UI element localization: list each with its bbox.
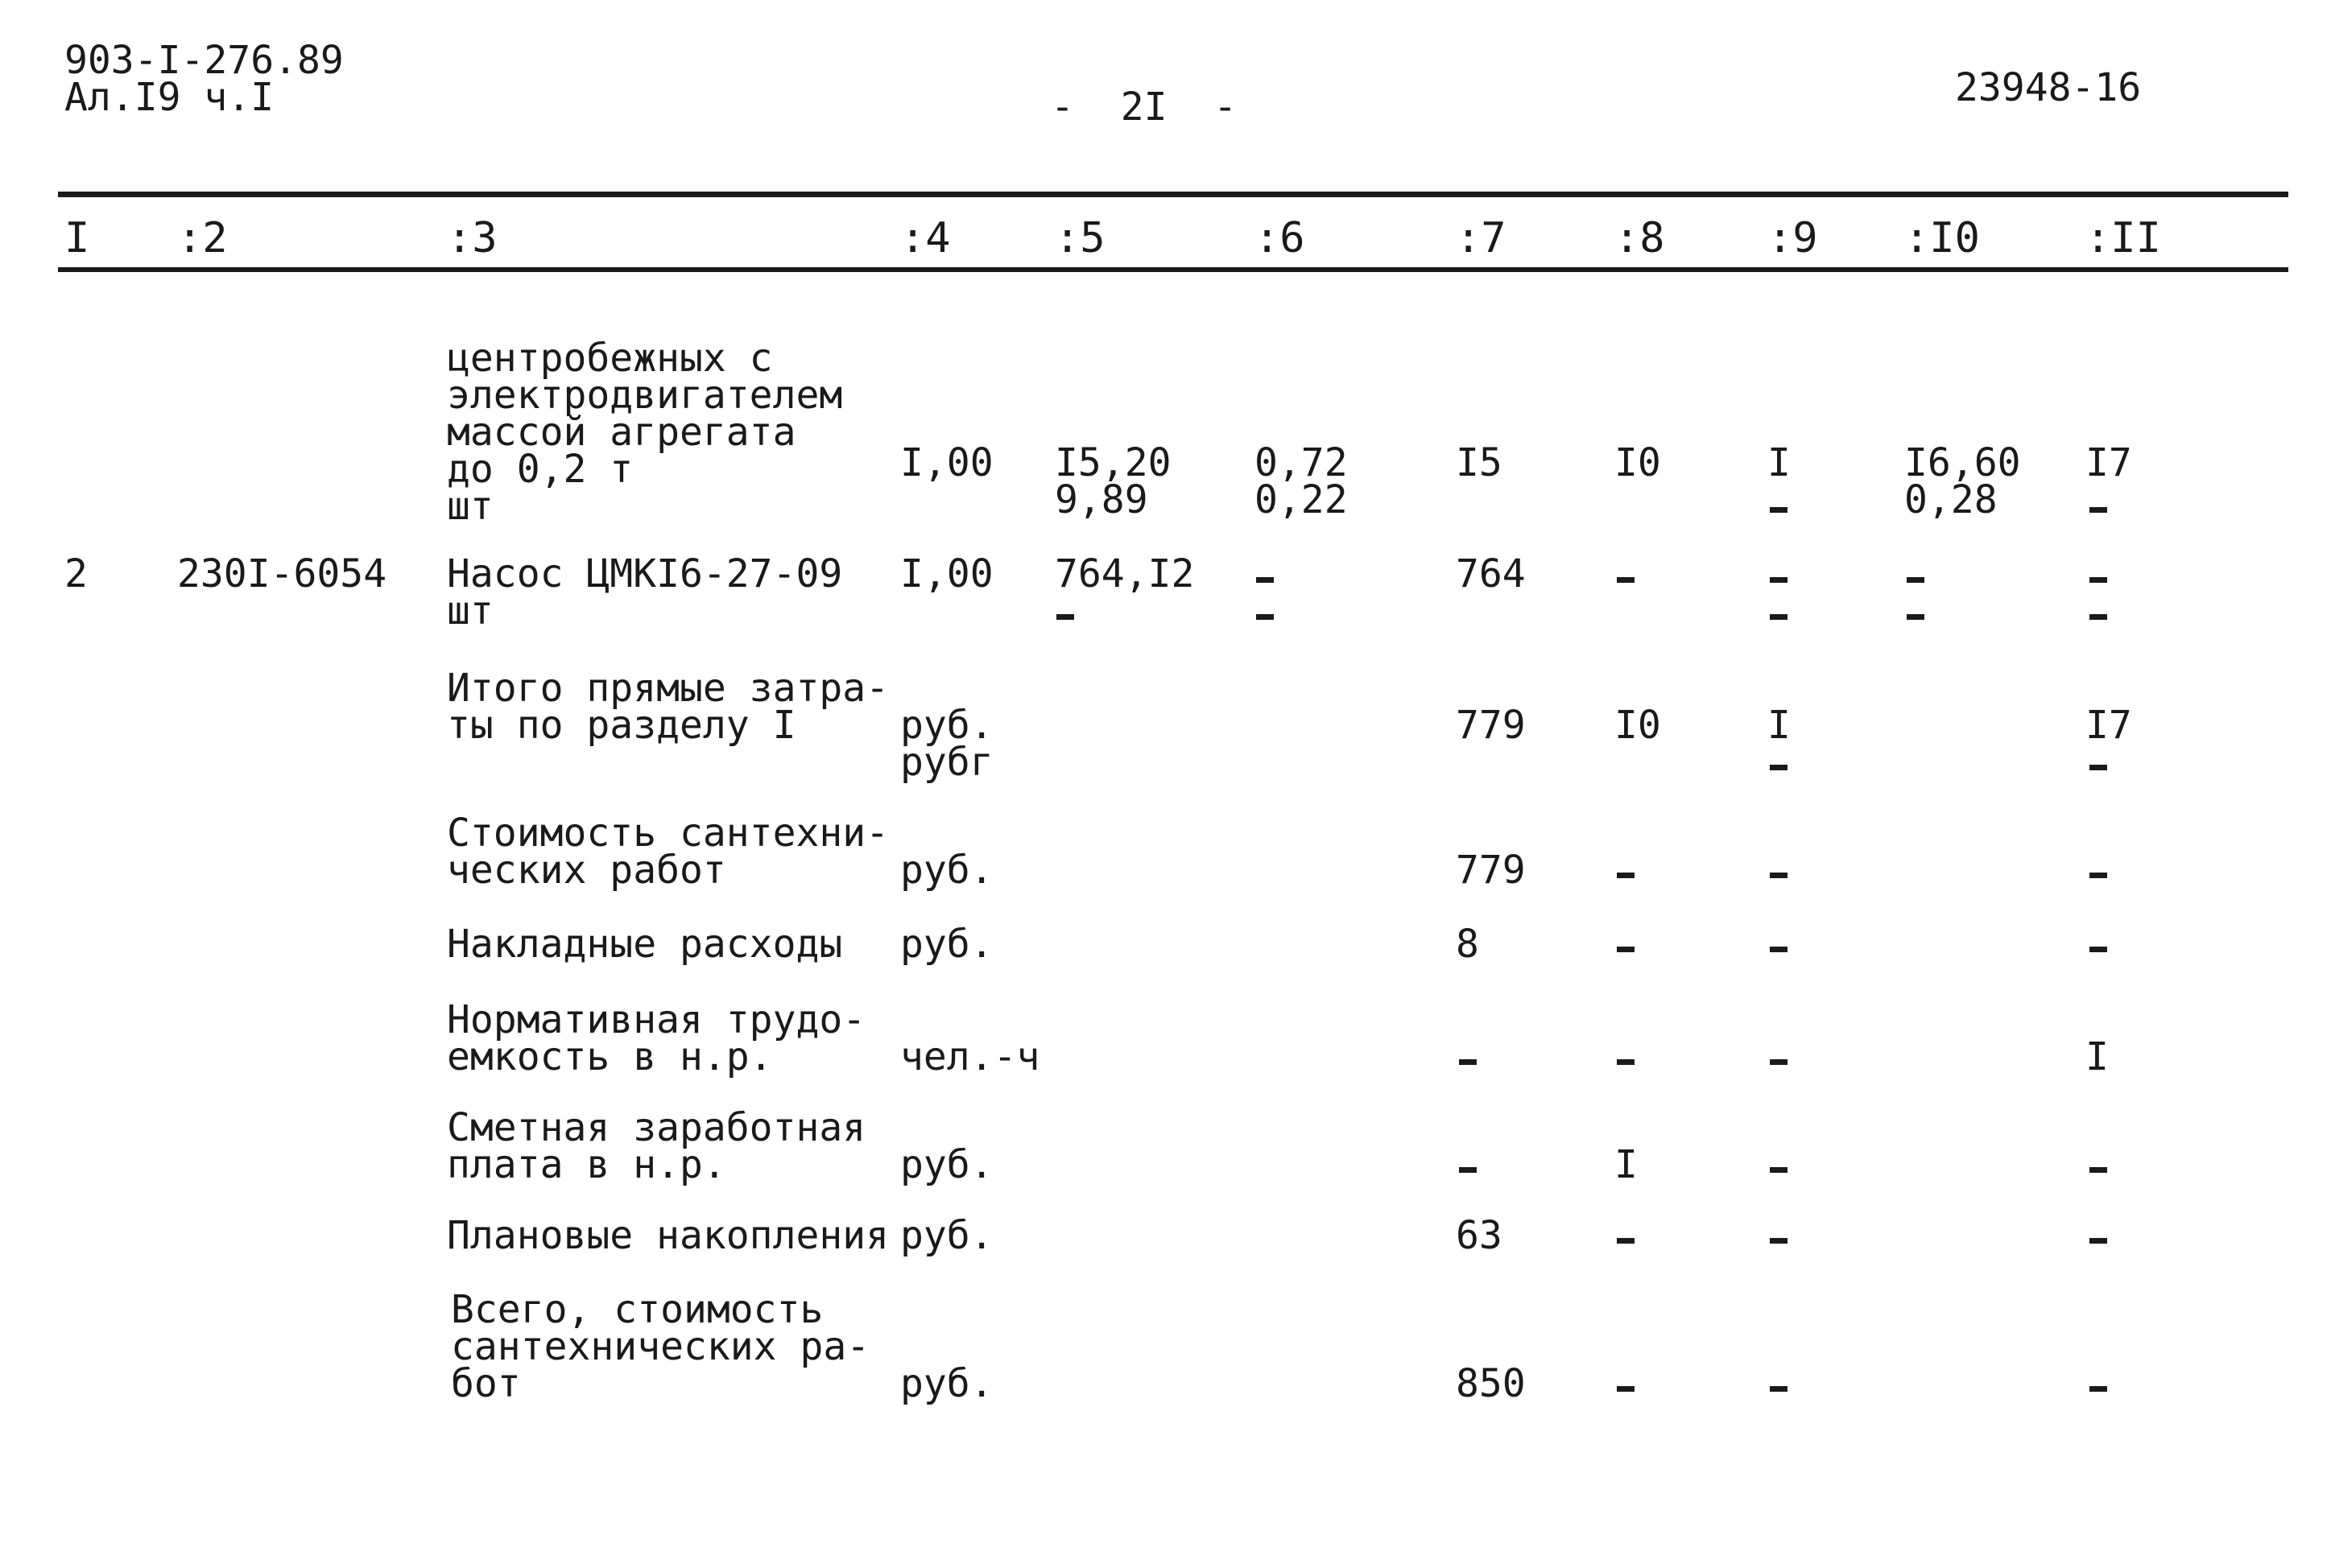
table-top-rule — [58, 192, 2288, 197]
column-header-10: :I0 — [1904, 214, 1980, 262]
empty-dash — [2089, 765, 2107, 770]
sheet-label: Ал.I9 ч.I — [64, 75, 275, 120]
empty-dash — [1770, 765, 1788, 770]
row-6-description: Сметная заработная плата в н.р. — [447, 1105, 866, 1187]
empty-dash — [2089, 577, 2107, 583]
row-1-code: 230I-6054 — [177, 551, 387, 596]
empty-dash — [2089, 1238, 2107, 1244]
row-3-col7: 779 — [1456, 848, 1526, 893]
row-0-col10: I6,60 0,28 — [1904, 440, 2021, 522]
empty-dash — [2089, 507, 2107, 513]
empty-dash — [1256, 577, 1274, 583]
row-2-col9: I — [1767, 703, 1791, 748]
empty-dash — [1907, 614, 1924, 620]
row-4-description: Накладные расходы — [447, 922, 843, 967]
row-2-description: Итого прямые затра- ты по разделу I — [447, 666, 890, 748]
empty-dash — [2089, 947, 2107, 952]
row-1-col7: 764 — [1456, 551, 1526, 596]
empty-dash — [1617, 947, 1635, 952]
row-0-quantity: I,00 — [900, 440, 994, 485]
empty-dash — [1770, 507, 1788, 513]
row-0-col8: I0 — [1614, 440, 1661, 485]
empty-dash — [1770, 577, 1788, 583]
row-2-col7: 779 — [1456, 703, 1526, 748]
column-header-11: :II — [2085, 214, 2161, 262]
empty-dash — [1056, 614, 1074, 620]
row-0-col9: I — [1767, 440, 1791, 485]
row-0-col6: 0,72 0,22 — [1254, 440, 1348, 522]
row-2-col8: I0 — [1614, 703, 1661, 748]
column-header-8: :8 — [1614, 214, 1665, 262]
column-header-5: :5 — [1055, 214, 1106, 262]
column-header-9: :9 — [1767, 214, 1818, 262]
empty-dash — [2089, 873, 2107, 878]
column-header-4: :4 — [900, 214, 951, 262]
row-5-unit: чел.-ч — [900, 1034, 1040, 1079]
row-8-unit: руб. — [900, 1361, 994, 1406]
empty-dash — [1459, 1059, 1477, 1065]
row-7-col7: 63 — [1456, 1213, 1502, 1258]
empty-dash — [1770, 873, 1788, 878]
row-2-unit: руб. рубг — [900, 703, 994, 785]
empty-dash — [1617, 873, 1635, 878]
row-6-col8: I — [1614, 1142, 1638, 1187]
column-header-1: I — [64, 214, 90, 262]
row-7-unit: руб. — [900, 1213, 994, 1258]
row-1-number: 2 — [64, 551, 88, 596]
empty-dash — [1770, 1167, 1788, 1173]
empty-dash — [1770, 1238, 1788, 1244]
row-0-col5: I5,20 9,89 — [1055, 440, 1172, 522]
row-8-col7: 850 — [1456, 1361, 1526, 1406]
column-header-3: :3 — [447, 214, 498, 262]
empty-dash — [1459, 1167, 1477, 1173]
empty-dash — [2089, 1167, 2107, 1173]
empty-dash — [1770, 1386, 1788, 1392]
column-header-6: :6 — [1254, 214, 1305, 262]
empty-dash — [1617, 1238, 1635, 1244]
row-4-unit: руб. — [900, 922, 994, 967]
row-0-col11: I7 — [2085, 440, 2132, 485]
row-3-description: Стоимость сантехни- ческих работ — [447, 811, 890, 893]
row-5-col11: I — [2085, 1034, 2109, 1079]
row-7-description: Плановые накопления — [447, 1213, 890, 1258]
empty-dash — [2089, 614, 2107, 620]
column-header-2: :2 — [177, 214, 228, 262]
empty-dash — [1617, 1059, 1635, 1065]
row-1-description: Насос ЦМКI6-27-09 шт — [447, 551, 843, 633]
row-1-quantity: I,00 — [900, 551, 994, 596]
row-6-unit: руб. — [900, 1142, 994, 1187]
empty-dash — [1617, 577, 1635, 583]
empty-dash — [1617, 1386, 1635, 1392]
document-code: 903-I-276.89 — [64, 38, 344, 83]
empty-dash — [1770, 947, 1788, 952]
row-3-unit: руб. — [900, 848, 994, 893]
empty-dash — [2089, 1386, 2107, 1392]
inventory-number: 23948-16 — [1955, 65, 2142, 110]
row-0-description: центробежных с электродвигателем массой агрегата до 0,2 т шт — [447, 336, 843, 529]
row-4-col7: 8 — [1456, 922, 1479, 967]
row-5-description: Нормативная трудо- емкость в н.р. — [447, 997, 866, 1079]
table-header-rule — [58, 267, 2288, 272]
row-0-col7: I5 — [1456, 440, 1502, 485]
page-number: - 2I - — [1051, 85, 1238, 130]
row-2-col11: I7 — [2085, 703, 2132, 748]
column-header-7: :7 — [1456, 214, 1506, 262]
empty-dash — [1907, 577, 1924, 583]
empty-dash — [1770, 1059, 1788, 1065]
empty-dash — [1256, 614, 1274, 620]
row-1-col5: 764,I2 — [1055, 551, 1195, 596]
empty-dash — [1770, 614, 1788, 620]
row-8-description: Всего, стоимость сантехнических ра- бот — [451, 1287, 870, 1406]
